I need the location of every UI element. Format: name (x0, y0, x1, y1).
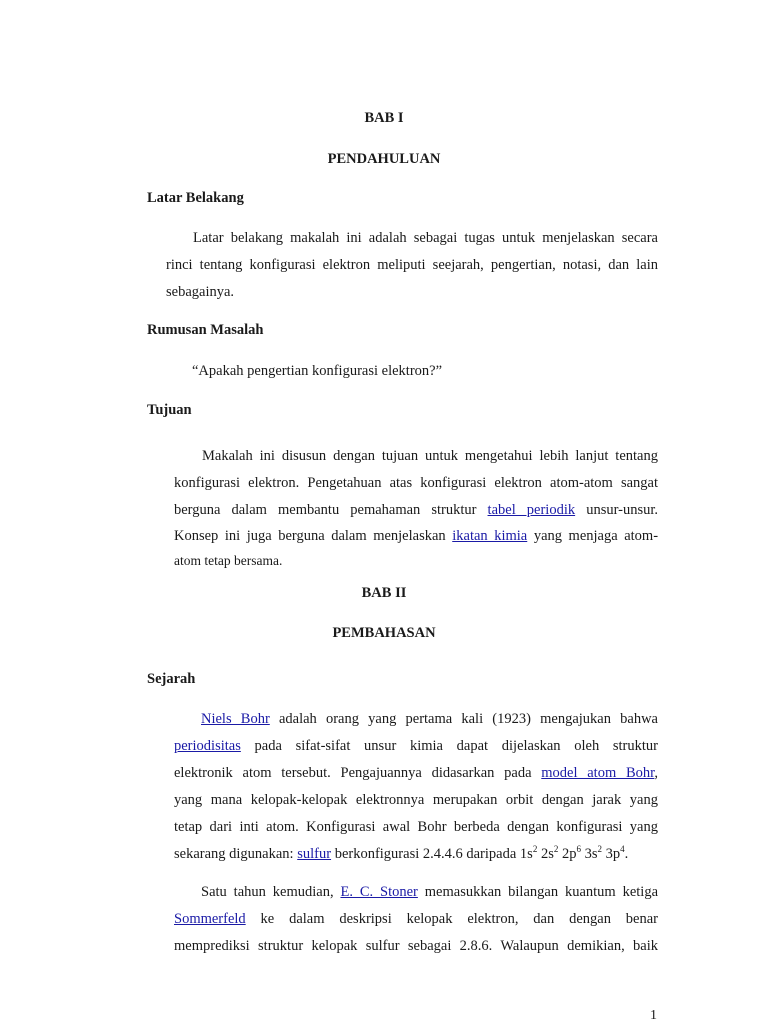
link-sommerfeld[interactable]: Sommerfeld (174, 911, 246, 927)
paragraph-line: Satu tahun kemudian, E. C. Stoner memasukkan bilangan kuantum ketiga (201, 884, 659, 900)
link-tabel-periodik[interactable]: tabel periodik (487, 502, 576, 518)
paragraph-line: elektronik atom tersebut. Pengajuannya didasarkan pada model atom Bohr, (174, 765, 659, 781)
paragraph-line: sebagainya. (166, 284, 235, 300)
paragraph-line: Makalah ini disusun dengan tujuan untuk mengetahui lebih lanjut tentang (202, 448, 658, 464)
paragraph-line: tetap dari inti atom. Konfigurasi awal Bohr berbeda dengan konfigurasi yang (174, 819, 658, 835)
chapter-subtitle: PEMBAHASAN (332, 625, 436, 641)
page-number: 1 (650, 1008, 657, 1023)
paragraph-line: rinci tentang konfigurasi elektron meliputi seejarah, pengertian, notasi, dan lain (166, 257, 658, 273)
paragraph-line: atom tetap bersama. (174, 553, 283, 568)
link-ikatan-kimia[interactable]: ikatan kimia (452, 528, 528, 544)
paragraph-line: yang mana kelopak-kelopak elektronnya merupakan orbit dengan jarak yang (174, 792, 658, 808)
link-model-atom-bohr[interactable]: model atom Bohr (541, 765, 655, 781)
problem-statement-quote: “Apakah pengertian konfigurasi elektron?” (192, 363, 443, 379)
section-heading-sejarah: Sejarah (147, 671, 196, 687)
link-niels-bohr[interactable]: Niels Bohr (201, 711, 270, 727)
paragraph-line: konfigurasi elektron. Pengetahuan atas konfigurasi elektron atom-atom sangat (174, 475, 658, 491)
section-heading-latar-belakang: Latar Belakang (147, 190, 244, 206)
paragraph-line: Sommerfeld ke dalam deskripsi kelopak elektron, dan dengan benar (174, 911, 659, 927)
chapter-title: BAB I (364, 110, 404, 126)
paragraph-line: memprediksi struktur kelopak sulfur sebagai 2.8.6. Walaupun demikian, baik (174, 938, 658, 954)
paragraph-line: Niels Bohr adalah orang yang pertama kali (1923) mengajukan bahwa (201, 711, 658, 727)
section-heading-tujuan: Tujuan (147, 402, 192, 418)
chapter-subtitle: PENDAHULUAN (327, 151, 441, 167)
link-periodisitas[interactable]: periodisitas (174, 738, 241, 754)
chapter-title: BAB II (361, 585, 407, 601)
paragraph-line: periodisitas pada sifat-sifat unsur kimia dapat dijelaskan oleh struktur (174, 738, 658, 754)
paragraph-line: sekarang digunakan: sulfur berkonfigurasi 2.4.4.6 daripada $1s^2$ $2s^2$ $2p^6$ $3s^2$ $3p^4$. (174, 844, 629, 862)
link-ec-stoner[interactable]: E. C. Stoner (340, 884, 418, 900)
paragraph-line: berguna dalam membantu pemahaman struktur tabel periodik unsur-unsur. (174, 502, 658, 518)
paragraph-line: Konsep ini juga berguna dalam menjelaskan ikatan kimia yang menjaga atom- (174, 528, 659, 544)
paragraph-line: Latar belakang makalah ini adalah sebagai tugas untuk menjelaskan secara (193, 230, 658, 246)
link-sulfur[interactable]: sulfur (297, 846, 332, 862)
section-heading-rumusan-masalah: Rumusan Masalah (147, 322, 264, 338)
